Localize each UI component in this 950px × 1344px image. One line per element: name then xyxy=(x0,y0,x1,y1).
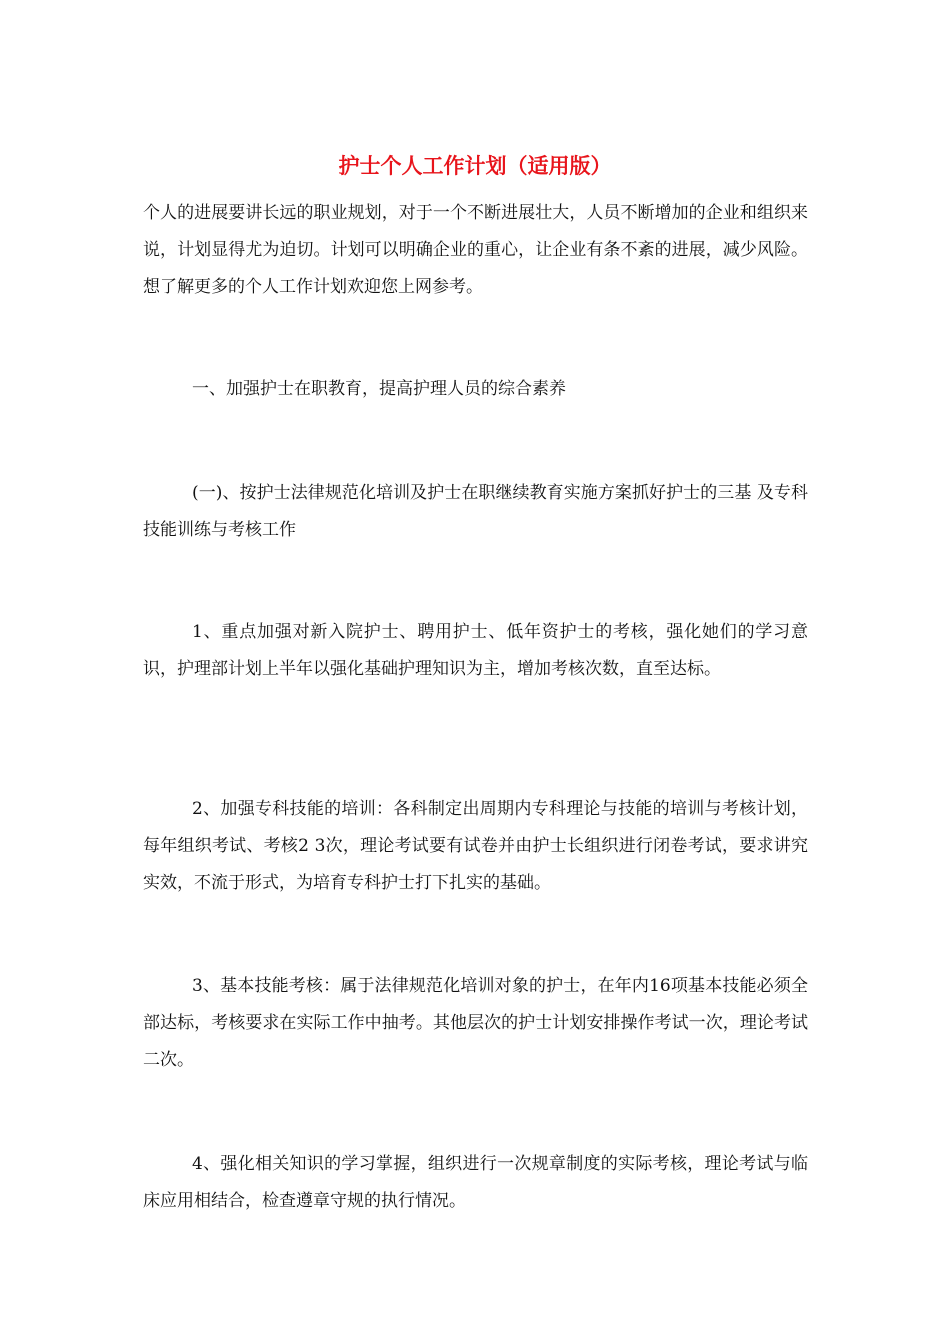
paragraph-item-1: 1、重点加强对新入院护士、聘用护士、低年资护士的考核，强化她们的学习意识，护理部计划上半年以强化基础护理知识为主，增加考核次数，直至达标。 xyxy=(143,622,808,679)
document-title: 护士个人工作计划（适用版） xyxy=(338,153,612,178)
paragraph-item-4: 4、强化相关知识的学习掌握，组织进行一次规章制度的实际考核，理论考试与临床应用相结合，检查遵章守规的执行情况。 xyxy=(143,1154,808,1211)
subsection-heading-1: (一)、按护士法律规范化培训及护士在职继续教育实施方案抓好护士的三基 及专科技能训练与考核工作 xyxy=(143,483,808,540)
paragraph-item-3: 3、基本技能考核：属于法律规范化培训对象的护士，在年内16项基本技能必须全部达标，考核要求在实际工作中抽考。其他层次的护士计划安排操作考试一次，理论考试二次。 xyxy=(143,976,808,1070)
paragraph-item-2: 2、加强专科技能的培训：各科制定出周期内专科理论与技能的培训与考核计划，每年组织考试、考核2 3次，理论考试要有试卷并由护士长组织进行闭卷考试，要求讲究实效，不流于形式，为培育专科护士打下扎实的基础。 xyxy=(143,799,808,893)
paragraph-intro: 个人的进展要讲长远的职业规划，对于一个不断进展壮大，人员不断增加的企业和组织来说，计划显得尤为迫切。计划可以明确企业的重心，让企业有条不紊的进展，减少风险。想了解更多的个人工作计划欢迎您上网参考。 xyxy=(143,203,808,297)
section-heading-1: 一、加强护士在职教育，提高护理人员的综合素养 xyxy=(192,379,566,399)
